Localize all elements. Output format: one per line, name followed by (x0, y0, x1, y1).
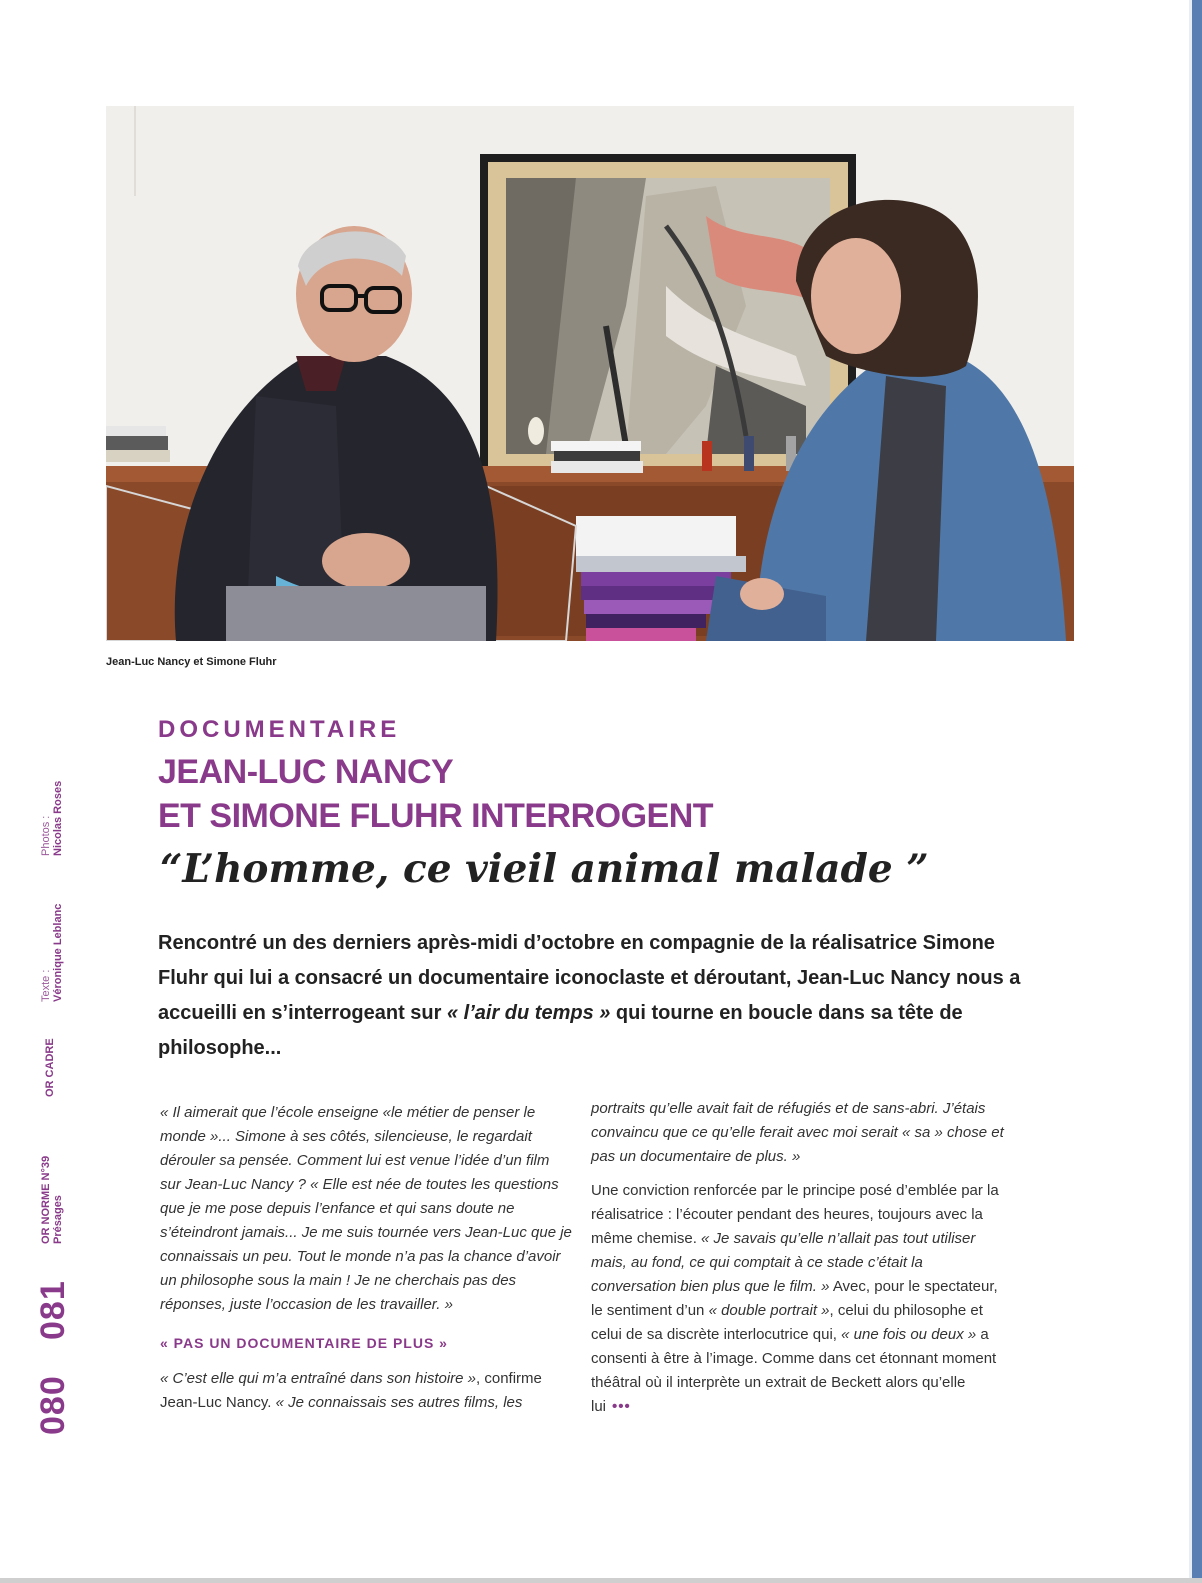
photos-name: Nicolas Roses (52, 780, 64, 856)
text-label: Texte : (40, 969, 52, 1002)
photos-credit (40, 781, 64, 856)
text-name: Véronique Leblanc (52, 903, 64, 1002)
col2-paragraph-1: portraits qu’elle avait fait de réfugiés et de sans-abri. J’étais convaincu que ce qu’elle ferait avec moi serait « sa » chose et pas un documentaire de plus. » (591, 1100, 1004, 1165)
col2-p2-italic-1: « Je savais qu’elle n’allait pas tout utiliser mais, au fond, ce qui comptait à ce stade c’était la conversation bien plus que le film. » (591, 1230, 976, 1295)
photo-interview (106, 106, 1074, 641)
section-text: OR CADRE (44, 1038, 56, 1097)
photo-caption: Jean-Luc Nancy et Simone Fluhr (106, 656, 277, 668)
photo-illustration (106, 106, 1074, 641)
col2-p2-text-1: Une conviction renforcée par le principe posé d’emblée par la réalisatrice : l’écouter pendant des heures, toujours avec la même chemise. (591, 1182, 999, 1247)
lead-text-2: qui tourne en boucle dans sa tête de philosophe... (158, 1002, 963, 1059)
issue-number: OR NORME N°39 (40, 1155, 52, 1244)
col2-p2-text-2: Avec, pour le spectateur, le sentiment d’un (591, 1278, 998, 1319)
folio-081: 081 (34, 1280, 72, 1340)
col1-p2-text-1: , confirme Jean-Luc Nancy. (160, 1370, 542, 1411)
headline (158, 750, 713, 838)
intertitle: « PAS UN DOCUMENTAIRE DE PLUS » (160, 1335, 448, 1351)
col2-p2-text-3: , celui du philosophe et celui de sa discrète interlocutrice qui, (591, 1302, 983, 1343)
kicker: DOCUMENTAIRE (158, 716, 401, 743)
issue-theme: Présages (52, 1195, 64, 1244)
subtitle-quote: “L’homme, ce vieil animal malade ” (160, 846, 929, 892)
body-column-2 (591, 1097, 1009, 1429)
headline-line-2: ET SIMONE FLUHR INTERROGENT (158, 797, 714, 835)
col1-p2-italic-1: « C’est elle qui m’a entraîné dans son histoire » (160, 1370, 477, 1387)
folio-080: 080 (34, 1375, 72, 1435)
page-edge (1192, 0, 1202, 1583)
col2-p2-italic-2: « double portrait » (708, 1302, 830, 1319)
col1-paragraph-2 (160, 1367, 572, 1415)
section-label (44, 1038, 56, 1097)
lead-italic: « l’air du temps » (446, 1002, 611, 1024)
text-credit (40, 904, 64, 1002)
col1-p2-italic-2: « Je connaissais ses autres films, les (275, 1394, 523, 1411)
headline-line-1: JEAN-LUC NANCY (158, 753, 454, 791)
col2-paragraph-2 (591, 1179, 1009, 1419)
lead-paragraph (158, 926, 1028, 1066)
col2-p2-text-4: a consenti à être à l’image. Comme dans cet étonnant moment théâtral où il interprète un extrait de Beckett alors qu’elle lui (591, 1326, 997, 1415)
issue-info (40, 1156, 64, 1244)
body-column-1 (160, 1101, 572, 1425)
photos-label: Photos : (40, 815, 52, 856)
continue-dots: ••• (612, 1398, 631, 1415)
col2-p2-italic-3: « une fois ou deux » (841, 1326, 977, 1343)
col1-paragraph-1: « Il aimerait que l’école enseigne «le métier de penser le monde »... Simone à ses côtés, silencieuse, le regardait dérouler sa pensée. Comment lui est venue l’idée d’un film sur Jean-Luc Nancy ? « Elle est née de toutes les questions que je me pose depuis l’enfance et qui sans doute ne s’éteindront jamais... Je me suis tournée vers Jean-Luc que je connaissais un peu. Tout le monde n’a pas la chance d’avoir un philosophe sous la main ! Je ne cherchais pas des réponses, juste l’occasion de les travailler. » (160, 1104, 572, 1313)
page-bottom-edge (0, 1578, 1202, 1583)
lead-text-1: Rencontré un des derniers après-midi d’octobre en compagnie de la réalisatrice Simone Fluhr qui lui a consacré un documentaire iconoclaste et déroutant, Jean-Luc Nancy nous a accueilli en s’interrogeant sur (158, 932, 1021, 1024)
